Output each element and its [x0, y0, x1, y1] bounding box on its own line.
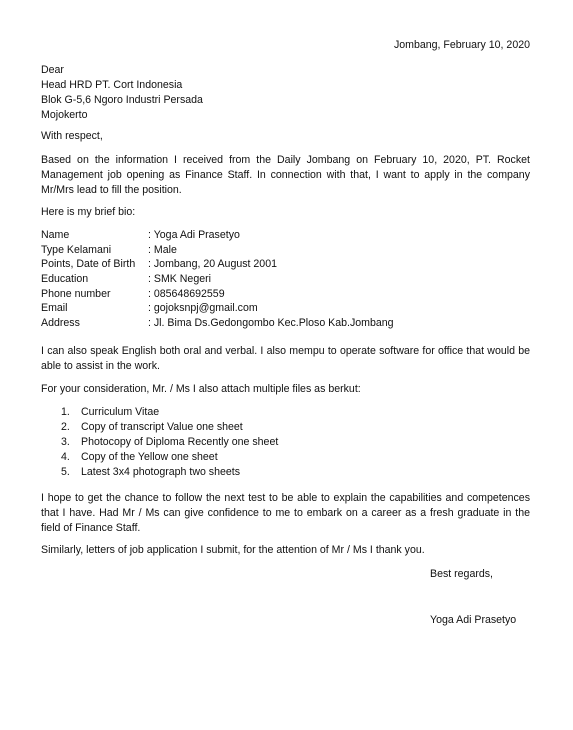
- bio-value: : Jombang, 20 August 2001: [148, 258, 277, 271]
- bio-value: : Male: [148, 243, 177, 256]
- bio-row: [41, 243, 394, 258]
- bio-row: [41, 287, 394, 302]
- list-number: 3.: [61, 436, 70, 448]
- bio-value: : 085648692559: [148, 287, 225, 300]
- bio-row: [41, 228, 394, 243]
- list-item: [61, 405, 278, 420]
- bio-value: : gojoksnpj@gmail.com: [148, 302, 258, 315]
- list-number: 2.: [61, 421, 70, 433]
- bio-value: : Yoga Adi Prasetyo: [148, 229, 240, 241]
- list-item: [61, 420, 278, 435]
- list-text: Copy of the Yellow one sheet: [81, 451, 218, 463]
- recipient-line: Head HRD PT. Cort Indonesia: [41, 79, 183, 91]
- signer-name: Yoga Adi Prasetyo: [430, 614, 517, 626]
- closing-line: Similarly, letters of job application I submit, for the attention of Mr / Ms I thank you.: [41, 544, 425, 556]
- list-item: [61, 465, 278, 480]
- recipient-line: Blok G-5,6 Ngoro Industri Persada: [41, 94, 203, 106]
- greeting: With respect,: [41, 130, 103, 142]
- bio-label: Points, Date of Birth: [41, 258, 136, 271]
- list-text: Copy of transcript Value one sheet: [81, 421, 243, 433]
- bio-label: Email: [41, 302, 68, 315]
- letter-date: Jombang, February 10, 2020: [393, 39, 530, 51]
- bio-value: : SMK Negeri: [148, 273, 211, 286]
- attachment-list: [61, 405, 278, 480]
- list-number: 1.: [61, 406, 70, 418]
- list-number: 5.: [61, 466, 70, 478]
- recipient-line: Mojokerto: [41, 109, 88, 121]
- bio-label: Name: [41, 229, 70, 241]
- hope-paragraph: I hope to get the chance to follow the next test to be able to explain the capabilities and competences that I have. Had Mr / Ms can give confidence to me to embark on a career as a fresh graduate in the field of Finance Staff.: [41, 492, 530, 534]
- skills-paragraph: I can also speak English both oral and verbal. I also mempu to operate software for office that would be able to assist in the work.: [41, 345, 530, 372]
- bio-row: [41, 272, 394, 287]
- list-text: Latest 3x4 photograph two sheets: [81, 466, 241, 478]
- bio-label: Address: [41, 317, 80, 330]
- bio-value: : Jl. Bima Ds.Gedongombo Kec.Ploso Kab.Jombang: [148, 317, 394, 330]
- list-text: Curriculum Vitae: [81, 406, 160, 418]
- regards: Best regards,: [430, 568, 494, 580]
- intro-paragraph: Based on the information I received from the Daily Jombang on February 10, 2020, PT. Rocket Management job opening as Finance Staff. In connection with that, I want to apply in the company Mr/Mrs lead to fill the position.: [41, 154, 530, 196]
- recipient-block: [41, 63, 203, 123]
- bio-row: [41, 301, 394, 316]
- salutation: Dear: [41, 64, 64, 76]
- bio-heading: Here is my brief bio:: [41, 206, 136, 218]
- bio-table: [41, 228, 394, 331]
- consideration-line: For your consideration, Mr. / Ms I also attach multiple files as berkut:: [41, 383, 361, 395]
- list-item: [61, 450, 278, 465]
- bio-label: Phone number: [41, 287, 111, 300]
- list-text: Photocopy of Diploma Recently one sheet: [81, 436, 279, 448]
- bio-label: Type Kelamani: [41, 243, 112, 256]
- list-number: 4.: [61, 451, 70, 463]
- bio-row: [41, 257, 394, 272]
- bio-label: Education: [41, 273, 89, 286]
- list-item: [61, 435, 278, 450]
- bio-row: [41, 316, 394, 331]
